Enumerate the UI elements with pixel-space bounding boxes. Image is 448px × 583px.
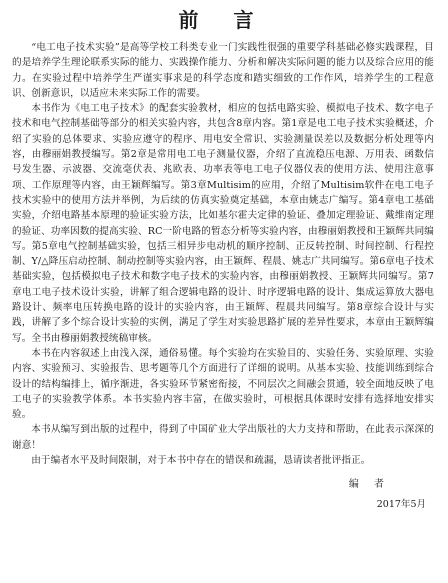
signature: 编 者 xyxy=(348,479,390,491)
paragraph-apology: 由于编者水平及时间限制，对于本书中存在的错误和疏漏，恳请读者批评指正。 xyxy=(31,455,371,467)
page-title: 前 言 xyxy=(178,8,268,32)
paragraph-thanks: 本书从编写到出版的过程中，得到了中国矿业大学出版社的大力支持和帮助，在此表示深深的谢意！ xyxy=(12,424,434,451)
paragraph-features: 本书在内容叙述上由浅入深，通俗易懂。每个实验均在实验目的、实验任务、实验原理、实验内容、实验预习、实验报告、思考题等几个方面进行了详细的说明。从基本实验、技能训练到综合设计的结构编排上，循序渐进，各实验环节紧密衔接，不同层次之间融会贯通，较全面地反映了电工电子的实验教学体系。本书实验内容丰富，在做实验时，可根据具体课时安排有选择地安排实验。 xyxy=(12,347,434,421)
date: 2017年5月 xyxy=(376,499,426,511)
paragraph-intro: “电工电子技术实验”是高等学校工科类专业一门实践性很强的重要学科基础必修实践课程，目的是培养学生理论联系实际的能力、实践操作能力、分析和解决实际问题的能力以及综合应用的能力。在实验过程中培养学生严谨实事求是的科学态度和踏实细致的工作作风，培养学生的工程意识、创新意识，以适应未来实际工作的需要。 xyxy=(12,42,434,99)
paragraph-contents: 本书作为《电工电子技术》的配套实验教材，相应的包括电路实验、模拟电子技术、数字电子技术和电气控制基础等部分的相关实验内容，共包含8章内容。第1章是电工电子技术实验概述，介绍了实验的总体要求、实验应遵守的程序、用电安全常识、实验测量误差以及数据分析处理等内容，由穆丽娟教授编写。第2章是常用电工电子测量仪器，介绍了直流稳压电源、万用表、函数信号发生器、示波器、交流毫伏表、兆欧表、功率表等电工电子仪器仪表的使用方法、使用注意事项、工作原理等内容，由王颖辉编写。第3章Multisim的应用，介绍了Multisim软件在电工电子技术实验中的使用方法并举例，为后续的仿真实验奠定基础，本章由姚志广编写。第4章电工基础实验，介绍电路基本原理的验证实验方法，比如基尔霍夫定律的验证、叠加定理验证、戴维南定理的验证、功率因数的提高实验、RC一阶电路的暂态分析等实验内容，由穆丽娟教授和王颖辉共同编写。第5章电气控制基础实验，包括三相异步电动机的顺序控制、正反转控制、时间控制、行程控制、Y/△降压启动控制、制动控制等实验内容，由王颖辉、程晨、姚志广共同编写。第6章电子技术基础实验，包括模拟电子技术和数字电子技术的实验内容，由穆丽娟教授、王颖辉共同编写。第7章电工电子技术设计实验，讲解了组合逻辑电路的设计、时序逻辑电路的设计、集成运算放大器电路设计、频率电压转换电路的设计的实验内容，由王颖辉、程晨共同编写。第8章综合设计与实践，讲解了多个综合设计实验的实例，满足了学生对实验思路扩展的差异性要求，本章由王颖辉编写。全书由穆丽娟教授统稿审核。 xyxy=(12,103,434,344)
